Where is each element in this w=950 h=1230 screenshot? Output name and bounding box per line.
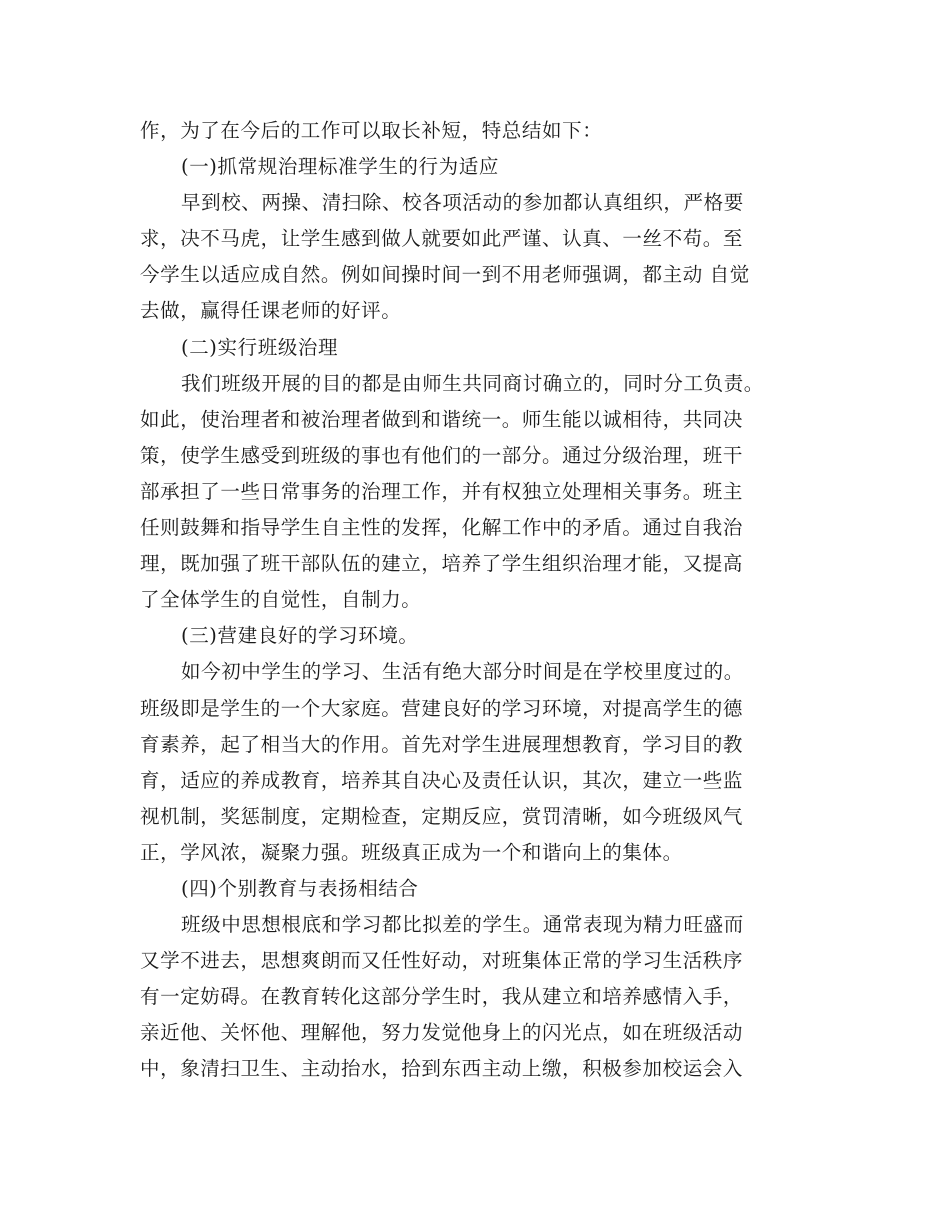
paragraph-line: 中，象清扫卫生、主动抬水，拾到东西主动上缴，积极参加校运会入 — [140, 1057, 744, 1081]
paragraph-line: 视机制，奖惩制度，定期检查，定期反应，赏罚清晰，如今班级风气 — [140, 804, 744, 828]
paragraph-line: 策，使学生感受到班级的事也有他们的一部分。通过分级治理，班干 — [140, 443, 744, 467]
paragraph-line: 了全体学生的自觉性，自制力。 — [140, 588, 422, 612]
section-heading: (二)实行班级治理 — [181, 335, 339, 359]
paragraph-line: 理，既加强了班干部队伍的建立，培养了学生组织治理才能，又提高 — [140, 552, 744, 576]
document-body — [140, 113, 830, 1088]
paragraph-line: 育，适应的养成教育，培养其自决心及责任认识，其次，建立一些监 — [140, 768, 744, 792]
paragraph-line: 如此，使治理者和被治理者做到和谐统一。师生能以诚相待，共同决 — [140, 407, 744, 431]
paragraph-line: 今学生以适应成自然。例如间操时间一到不用老师强调，都主动 自觉 — [140, 263, 750, 287]
paragraph-line: 育素养，起了相当大的作用。首先对学生进展理想教育，学习目的教 — [140, 732, 744, 756]
paragraph-line: 我们班级开展的目的都是由师生共同商讨确立的，同时分工负责。 — [181, 371, 764, 395]
paragraph-line: 部承担了一些日常事务的治理工作，并有权独立处理相关事务。班主 — [140, 479, 744, 503]
section-heading: (四)个别教育与表扬相结合 — [181, 876, 419, 900]
paragraph-line: 早到校、两操、清扫除、校各项活动的参加都认真组织，严格要 — [181, 191, 744, 215]
paragraph-line: 去做，赢得任课老师的好评。 — [140, 299, 402, 323]
text-line: 作，为了在今后的工作可以取长补短，特总结如下： — [140, 119, 603, 142]
paragraph-line: 正，学风浓，凝聚力强。班级真正成为一个和谐向上的集体。 — [140, 840, 683, 864]
section-heading: (一)抓常规治理标准学生的行为适应 — [181, 155, 499, 179]
paragraph-line: 如今初中学生的学习、生活有绝大部分时间是在学校里度过的。 — [181, 660, 744, 684]
paragraph-line: 班级即是学生的一个大家庭。营建良好的学习环境，对提高学生的德 — [140, 696, 744, 720]
paragraph-line: 班级中思想根底和学习都比拟差的学生。通常表现为精力旺盛而 — [181, 913, 744, 937]
paragraph-line: 亲近他、关怀他、理解他，努力发觉他身上的闪光点，如在班级活动 — [140, 1021, 744, 1045]
paragraph-line: 有一定妨碍。在教育转化这部分学生时，我从建立和培养感情入手， — [140, 985, 744, 1009]
paragraph-line: 又学不进去，思想爽朗而又任性好动，对班集体正常的学习生活秩序 — [140, 949, 744, 973]
section-heading: (三)营建良好的学习环境。 — [181, 624, 419, 648]
paragraph-line: 求，决不马虎，让学生感到做人就要如此严谨、认真、一丝不苟。至 — [140, 227, 744, 251]
paragraph-line: 任则鼓舞和指导学生自主性的发挥，化解工作中的矛盾。通过自我治 — [140, 516, 744, 540]
